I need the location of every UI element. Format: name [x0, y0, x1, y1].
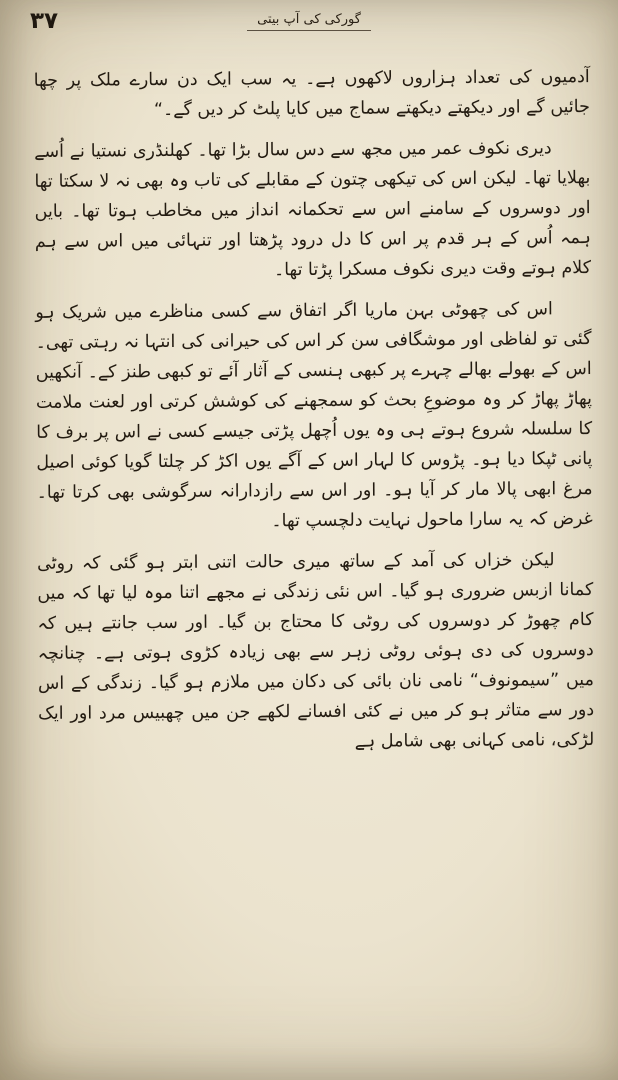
running-title-text: گورکی کی آپ بیتی [247, 12, 371, 31]
page-header [0, 0, 618, 58]
paragraph: آدمیوں کی تعداد ہزاروں لاکھوں ہے۔ یہ سب ایک دن سارے ملک پر چھا جائیں گے اور دیکھتے دیکھتے سماج میں کایا پلٹ کر دیں گے۔“ [33, 67, 590, 121]
paragraph: اس کی چھوٹی بہن ماریا اگر اتفاق سے کسی مناظرے میں شریک ہو گئی تو لفاظی اور موشگافی سن کر اس کی حیرانی کی انتہا نہ رہتی تھی۔ اس کے بھولے بھالے چہرے پر کبھی ہنسی کے آثار آئے تو کبھی طنز کے۔ آنکھیں پھاڑ پھاڑ کر وہ موضوعِ بحث کو سمجھنے کی کوشش کرتی اور لعنت ملامت کا سلسلہ شروع ہوتے ہی وہ یوں اُچھل پڑتی جیسے کسی نے اس پر برف کا پانی ٹپکا دیا ہو۔ پڑوس کا لہار اس کے آگے یوں اکڑ کر چلتا گویا کوئی اصیل مرغ ابھی پالا مار کر آیا ہو۔ اور اس سے رازدارانہ سرگوشی بھی کرتا تھا۔ غرض کہ یہ سارا ماحول نہایت دلچسپ تھا۔ [35, 299, 593, 532]
paragraph: لیکن خزاں کی آمد کے ساتھ میری حالت اتنی ابتر ہو گئی کہ روٹی کمانا ازبس ضروری ہو گیا۔ اس نئی زندگی نے مجھے اتنا موہ لیا تھا کہ میں کام چھوڑ کر دوسروں کی روٹی کا محتاج بن گیا۔ اور سب جانتے ہیں کہ دوسروں کی دی ہوئی روٹی زہر سے بھی زیادہ کڑوی ہوتی ہے۔ چنانچہ میں ”سیمونوف“ نامی نان بائی کی دکان میں ملازم ہو گیا۔ زندگی کے اس دور سے متاثر ہو کر میں نے کئی افسانے لکھے جن میں چھبیس مرد اور ایک لڑکی، نامی کہانی بھی شامل ہے [37, 550, 595, 752]
page-number: ۳۷ [30, 8, 59, 34]
body-text [0, 56, 618, 759]
running-title [0, 12, 618, 31]
paragraph: دیری نکوف عمر میں مجھ سے دس سال بڑا تھا۔ کھلنڈری نستیا نے اُسے بھلایا تھا۔ لیکن اس کی تیکھی چتون کے مقابلے کی تاب وہ بھی نہ لا سکتا تھا اور دوسروں کے سامنے اس سے تحکمانہ انداز میں مخاطب ہوتا تھا۔ بایں ہمہ اُس کے ہر قدم پر اس کا دل درود پڑھتا اور تنہائی میں اس سے ہم کلام ہوتے وقت دیری نکوف مسکرا پڑتا تھا۔ [34, 138, 592, 281]
